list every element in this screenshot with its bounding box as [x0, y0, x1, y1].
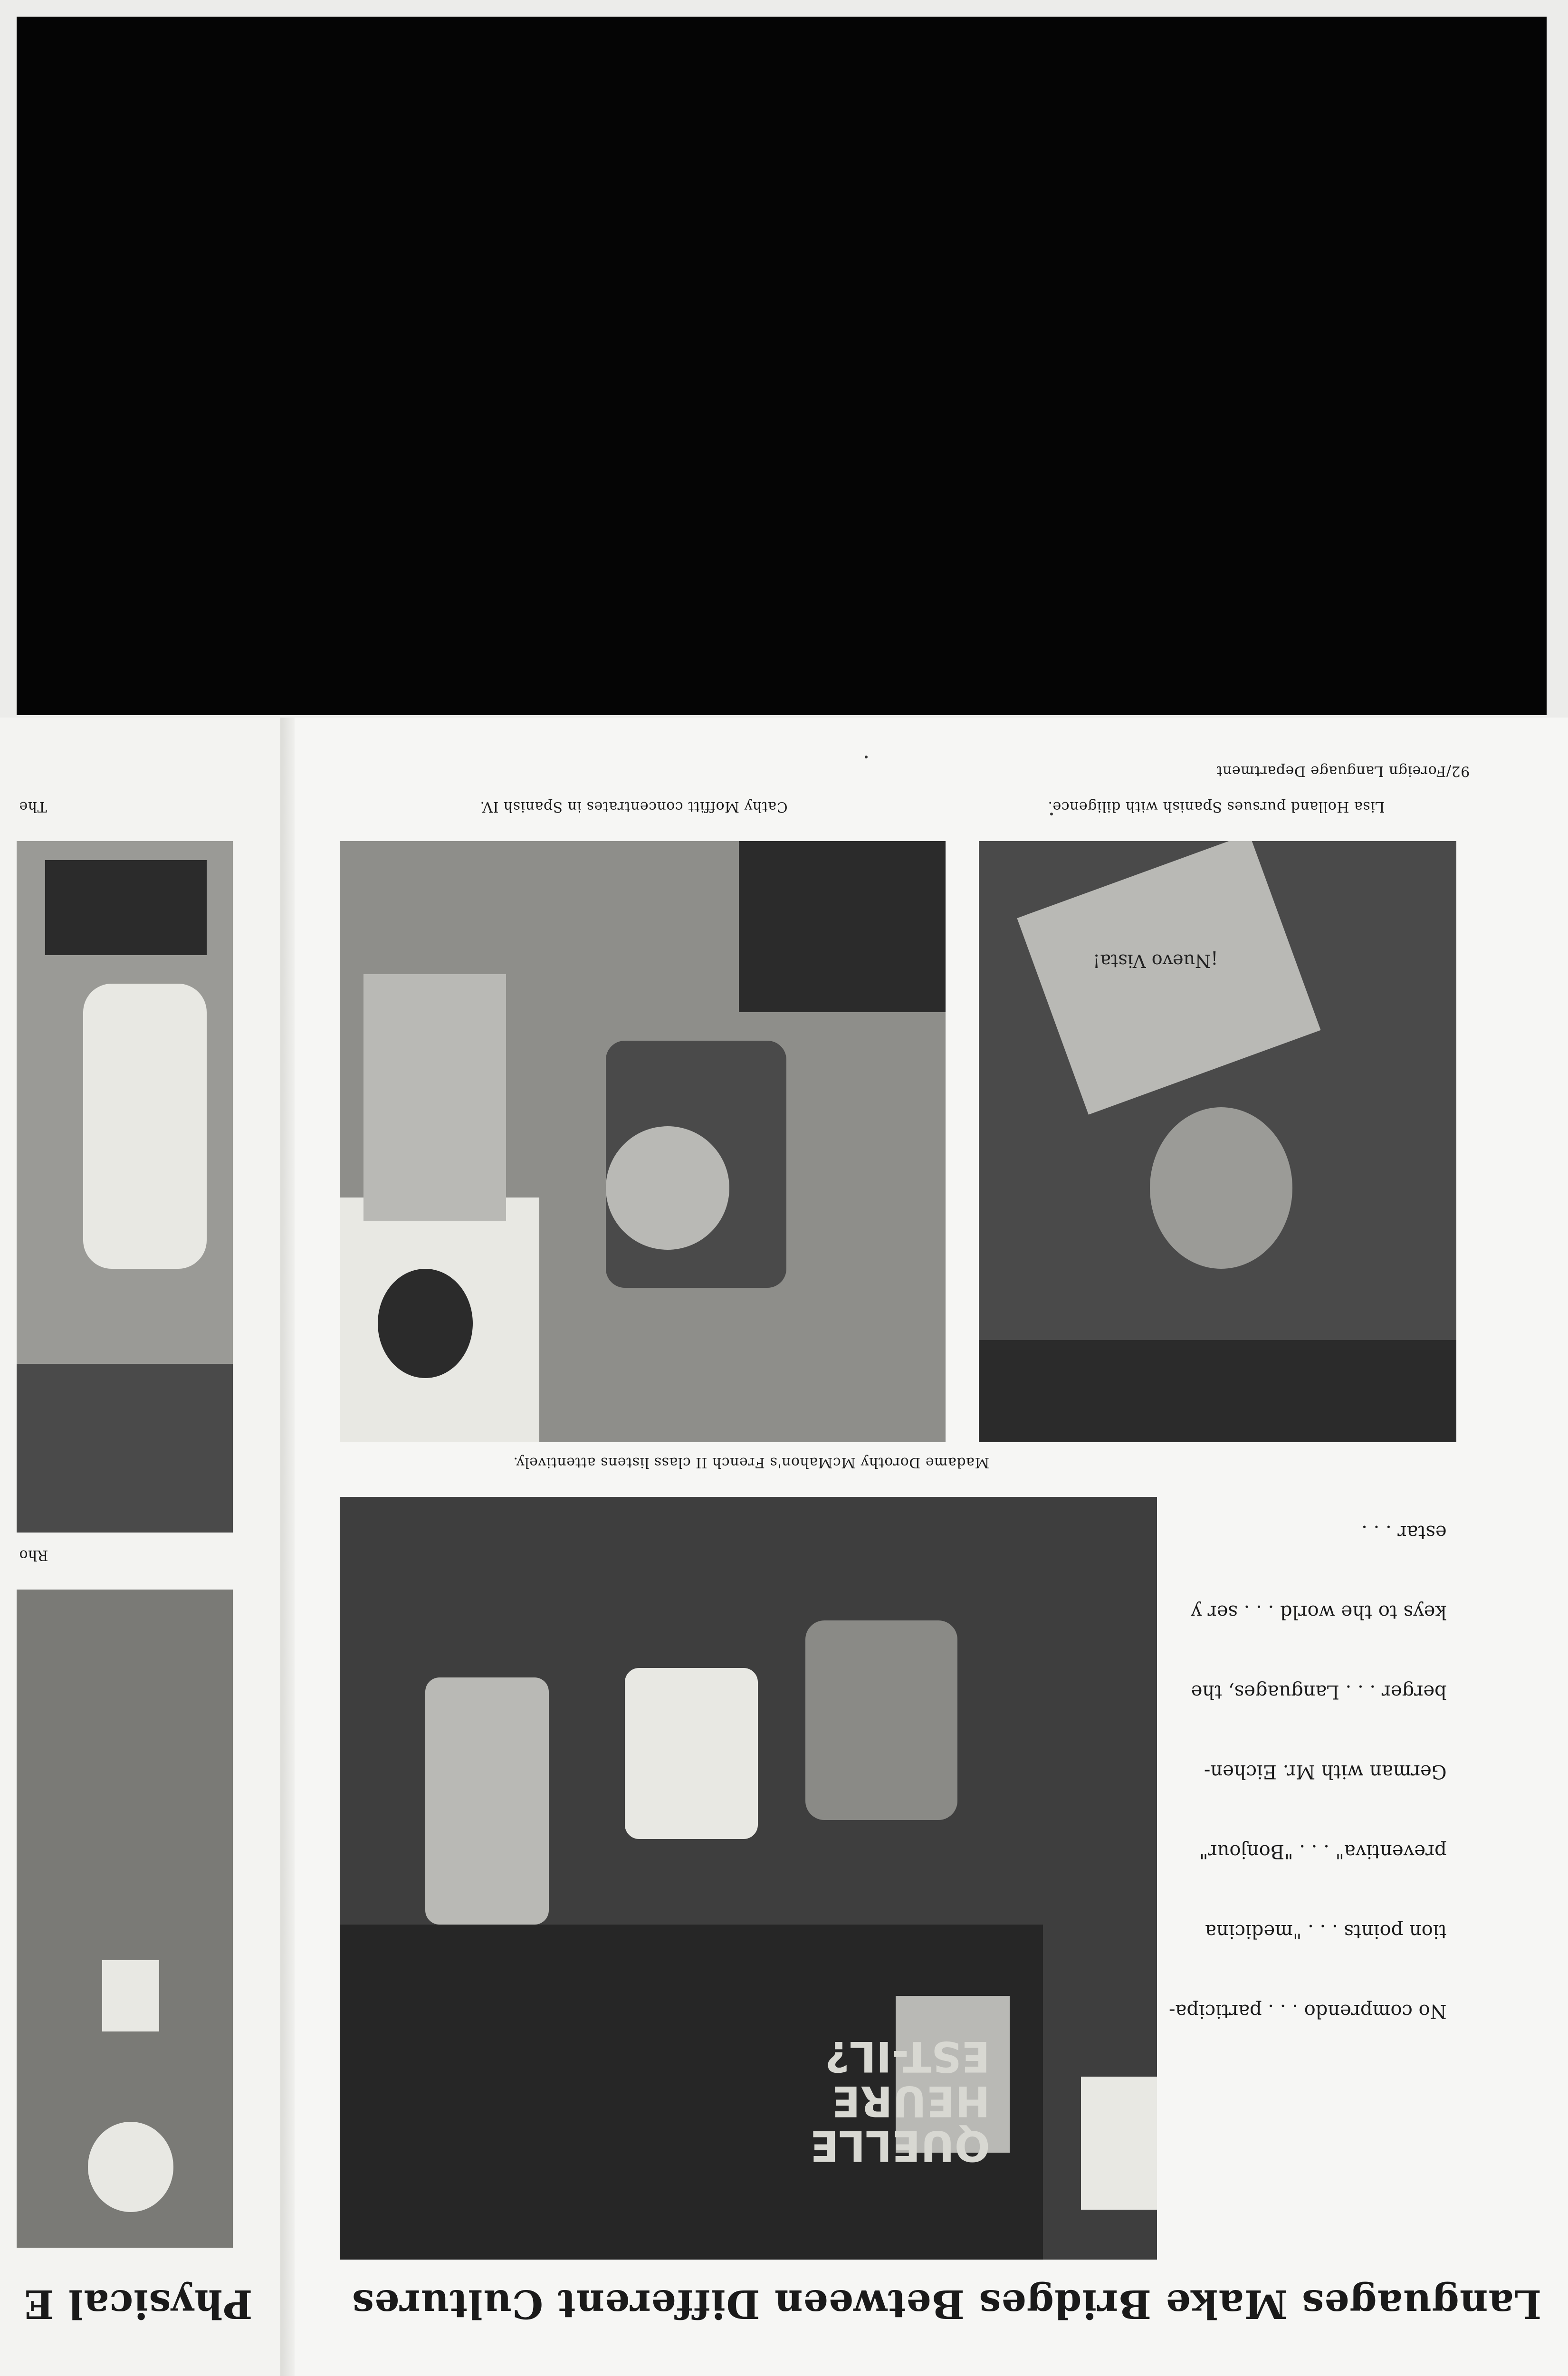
page-headline: Languages Make Bridges Between Different Cultures	[352, 2281, 1542, 2327]
board-line-1: QUELLE	[810, 2121, 990, 2170]
window	[1081, 2077, 1157, 2210]
body-line: preventiva" . . . "Bonjour"	[1199, 1840, 1447, 1862]
board-line-2: HEURE	[832, 2077, 990, 2126]
folio: 92/Foreign Language Department	[1216, 763, 1470, 779]
body-copy	[1169, 1492, 1447, 2078]
photo-french-class	[340, 1497, 1157, 2260]
adjacent-photo-gym	[17, 1590, 233, 2248]
caption-cathy: Cathy Moffitt concentrates in Spanish IV.	[480, 798, 788, 815]
body-line: estar . . .	[1361, 1521, 1447, 1543]
body-line: No comprendo . . . participa-	[1169, 2000, 1447, 2022]
book-title: ¡Nuevo Vista!	[1093, 950, 1218, 971]
adjacent-photo-tennis	[17, 841, 233, 1533]
adjacent-caption-fragment: Rho	[19, 1547, 48, 1563]
caption-lisa: Lisa Holland pursues Spanish with diligence.	[1048, 798, 1385, 815]
adjacent-caption-fragment: The	[19, 798, 47, 815]
chalkboard-text	[810, 2034, 990, 2168]
speck	[865, 756, 868, 758]
photo-cathy-moffitt	[340, 841, 946, 1442]
adjacent-headline-fragment: Physical E	[24, 2281, 253, 2327]
head-shape	[1150, 1107, 1292, 1269]
photo-lisa-holland	[979, 841, 1456, 1442]
body-line: tion points . . . "medicina	[1205, 1920, 1447, 1942]
body-line: German with Mr. Eichen-	[1204, 1761, 1447, 1782]
caption-french: Madame Dorothy McMahon's French II class listens attentively.	[513, 1454, 990, 1471]
body-line: keys to the world . . . ser y	[1191, 1601, 1447, 1623]
body-line: berger . . . Languages, the	[1191, 1681, 1447, 1703]
black-scan-region	[17, 17, 1547, 715]
board-line-3: EST-IL?	[825, 2032, 990, 2081]
